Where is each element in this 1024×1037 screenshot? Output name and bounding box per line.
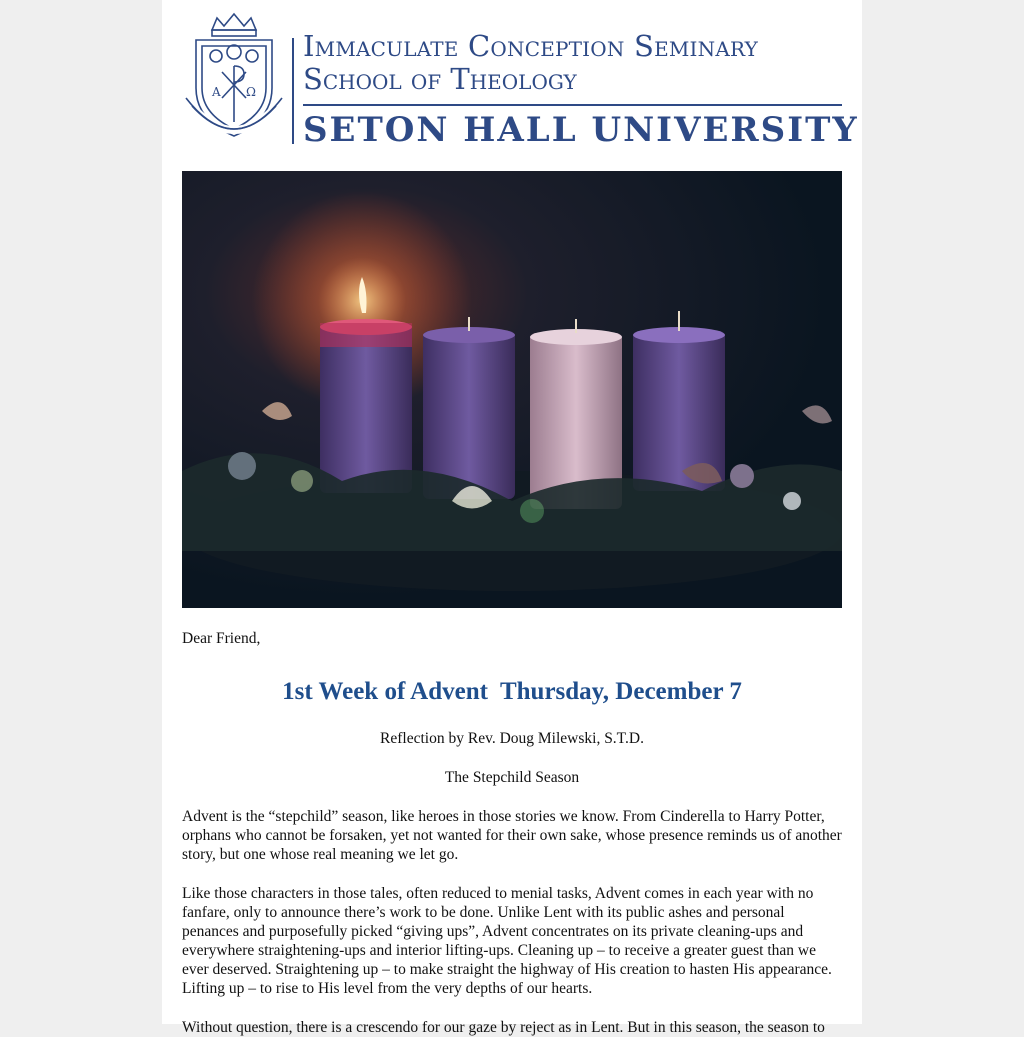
reflection-title: The Stepchild Season: [444, 769, 580, 786]
school-name: School of Theology: [303, 62, 577, 96]
greeting: Dear Friend,: [182, 630, 261, 647]
page-title: 1st Week of Advent Thursday, December 7: [282, 678, 742, 705]
svg-text:Ω: Ω: [246, 85, 256, 99]
byline: Reflection by Rev. Doug Milewski, S.T.D.: [380, 730, 644, 747]
svg-text:A: A: [212, 85, 221, 99]
advent-candles-image: [182, 171, 842, 608]
email-header: [182, 8, 859, 150]
university-name: SETON HALL UNIVERSITY: [303, 110, 859, 150]
header-divider-vertical: [292, 38, 294, 144]
advent-candles-photo: [182, 171, 842, 608]
header-divider-horizontal: [303, 104, 842, 106]
email-body: [162, 0, 862, 1036]
seminary-name: Immaculate Conception Seminary: [303, 29, 759, 63]
paragraph: Advent is the “stepchild” season, like heroes in those stories we know. From Cinderella to Harry Potter, orphans who cannot be forsaken, yet not wanted for their own sake, whose presence reminds us of another story, but one whose real meaning we let go.: [182, 808, 842, 863]
paragraph: Without question, there is a crescendo for our gaze by reject as in Lent. But in this season, the season to: [182, 1019, 825, 1036]
seminary-crest-logo: [182, 10, 286, 148]
paragraph: Like those characters in those tales, often reduced to menial tasks, Advent comes in each year with no fanfare, only to announce there’s work to be done. Unlike Lent with its public ashes and personal penances and purposefully picked “giving ups”, Advent concentrates on its private cleaning-ups and everywhere straightening-ups and interior lifting-ups. Cleaning up – to receive a greater guest than we ever deserved. Straightening up – to make straight the highway of His creation to hasten His appearance. Lifting up – to rise to His level from the very depths of our hearts.: [182, 885, 832, 997]
